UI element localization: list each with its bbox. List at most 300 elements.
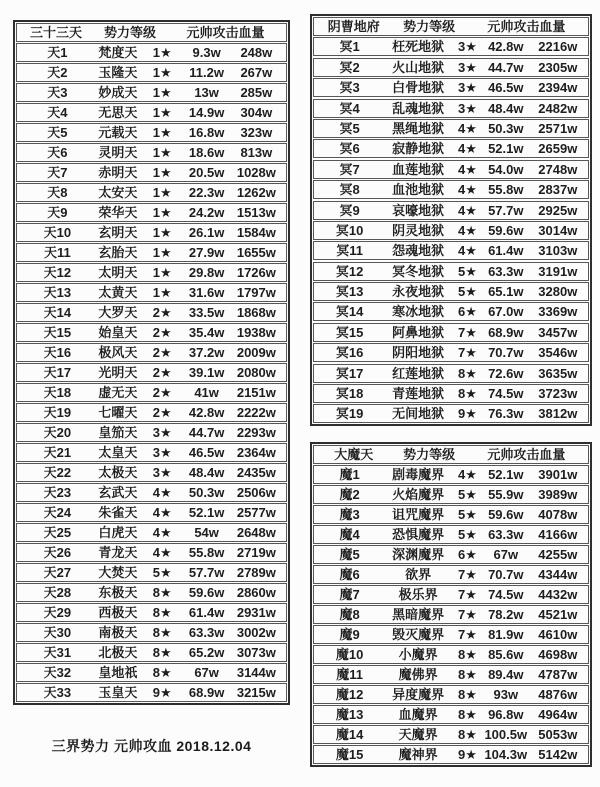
realm-index-cell: 天2 [47,65,68,80]
table-row [313,323,589,342]
star-level-cell: 1★ [152,185,172,200]
star-level-cell: 1★ [152,85,172,100]
realm-index-cell: 冥17 [335,365,364,381]
force-name-cell: 永夜地狱 [392,284,445,300]
star-level-cell: 2★ [152,325,172,340]
force-name-cell: 西极天 [98,605,138,620]
table-row [313,282,589,301]
force-name-cell: 妙成天 [98,85,138,100]
star-level-cell: 6★ [457,547,477,562]
table-row [313,525,589,544]
realm-index-cell: 天20 [43,425,72,440]
table-row [16,203,287,222]
marshal-attack-cell: 35.4w [188,325,225,340]
table-row [313,725,589,744]
force-name-cell: 冥冬地狱 [392,263,445,279]
marshal-hp-cell: 2364w [236,445,276,460]
marshal-hp-cell: 3546w [538,345,578,361]
force-name-cell: 玄武天 [98,485,138,500]
column-header-marshal-attack-hp: 元帅攻击血量 [487,19,566,34]
realm-index-cell: 魔3 [339,507,360,522]
realm-index-cell: 天3 [47,85,68,100]
marshal-hp-cell: 3280w [538,284,578,300]
table-row [16,423,287,442]
table-row [313,241,589,260]
marshal-hp-cell: 3989w [538,487,578,502]
realm-index-cell: 天26 [43,545,72,560]
force-name-cell: 诅咒魔界 [392,507,445,522]
marshal-hp-cell: 3812w [538,406,578,422]
table-row [313,745,589,764]
table-row [16,623,287,642]
table-row [16,323,287,342]
star-level-cell: 2★ [152,305,172,320]
marshal-hp-cell: 4610w [538,627,578,642]
realm-index-cell: 冥19 [335,406,364,422]
table-row [313,505,589,524]
star-level-cell: 8★ [457,687,477,702]
realm-index-cell: 天30 [43,625,72,640]
table-row [16,483,287,502]
realm-index-cell: 天22 [43,465,72,480]
force-name-cell: 灵明天 [98,145,138,160]
star-level-cell: 3★ [152,465,172,480]
marshal-attack-cell: 52.1w [488,467,524,482]
marshal-attack-cell: 52.1w [488,141,524,157]
force-name-cell: 虚无天 [98,385,138,400]
marshal-attack-cell: 13w [194,85,219,100]
star-level-cell: 5★ [457,263,477,279]
marshal-hp-cell: 3103w [538,243,578,259]
force-name-cell: 魔佛界 [398,667,438,682]
force-name-cell: 太安天 [98,185,138,200]
marshal-hp-cell: 2577w [236,505,276,520]
star-level-cell: 4★ [152,505,172,520]
table-row [313,685,589,704]
table-row [313,343,589,362]
star-level-cell: 7★ [457,607,477,622]
realm-index-cell: 天5 [47,125,68,140]
table-row [313,605,589,624]
star-level-cell: 3★ [152,425,172,440]
star-level-cell: 4★ [152,525,172,540]
table-row [313,705,589,724]
marshal-attack-cell: 39.1w [188,365,225,380]
force-name-cell: 荣华天 [98,205,138,220]
table-row [16,443,287,462]
force-name-cell: 大罗天 [98,305,138,320]
marshal-hp-cell: 3191w [538,263,578,279]
realm-index-cell: 魔11 [336,667,363,682]
marshal-hp-cell: 2748w [538,161,578,177]
table-row [16,603,287,622]
realm-index-cell: 冥14 [335,304,364,320]
force-name-cell: 寒冰地狱 [392,304,445,320]
marshal-attack-cell: 14.9w [188,105,225,120]
table-row [16,543,287,562]
force-name-cell: 天魔界 [398,727,438,742]
table-row [313,585,589,604]
force-name-cell: 血魔界 [398,707,438,722]
marshal-attack-cell: 76.3w [488,406,524,422]
table-row [313,404,589,423]
marshal-hp-cell: 248w [240,45,273,60]
marshal-hp-cell: 3369w [538,304,578,320]
realm-index-cell: 天25 [43,525,72,540]
force-name-cell: 血莲地狱 [392,161,445,177]
force-name-cell: 太极天 [98,465,138,480]
marshal-attack-cell: 20.5w [188,165,225,180]
marshal-hp-cell: 3073w [236,645,276,660]
force-name-cell: 小魔界 [398,647,438,662]
force-name-cell: 异度魔界 [392,687,445,702]
marshal-hp-cell: 2648w [236,525,276,540]
realm-index-cell: 冥16 [335,345,364,361]
realm-index-cell: 天12 [43,265,72,280]
marshal-hp-cell: 3901w [538,467,578,482]
marshal-attack-cell: 11.2w [189,65,224,80]
table-row [16,83,287,102]
marshal-hp-cell: 4344w [538,567,578,582]
force-name-cell: 玄明天 [98,225,138,240]
marshal-hp-cell: 2837w [538,182,578,198]
force-name-cell: 魔神界 [398,747,438,762]
marshal-attack-cell: 70.7w [488,567,524,582]
force-name-cell: 黑绳地狱 [392,120,445,136]
marshal-attack-cell: 78.2w [488,607,524,622]
marshal-hp-cell: 2659w [538,141,578,157]
star-level-cell: 7★ [457,345,477,361]
realm-index-cell: 冥15 [335,324,364,340]
realm-index-cell: 冥11 [336,243,363,259]
table-title: 大魔天 [334,447,374,462]
marshal-hp-cell: 4698w [538,647,578,662]
marshal-hp-cell: 4432w [538,587,578,602]
star-level-cell: 3★ [152,445,172,460]
star-level-cell: 6★ [457,304,477,320]
marshal-attack-cell: 63.3w [188,625,225,640]
force-name-cell: 火焰魔界 [392,487,445,502]
star-level-cell: 4★ [457,467,477,482]
force-name-cell: 赤明天 [98,165,138,180]
table-row [16,683,287,702]
force-name-cell: 元载天 [98,125,138,140]
marshal-hp-cell: 4787w [538,667,578,682]
star-level-cell: 4★ [457,141,477,157]
marshal-attack-cell: 46.5w [488,80,524,96]
marshal-attack-cell: 96.8w [488,707,524,722]
realm-index-cell: 天23 [43,485,72,500]
star-level-cell: 2★ [152,385,172,400]
marshal-hp-cell: 4964w [538,707,578,722]
column-header-faction-level: 势力等级 [403,19,456,34]
realm-index-cell: 冥4 [339,100,360,116]
marshal-hp-cell: 2571w [538,120,578,136]
force-name-cell: 大焚天 [98,565,138,580]
star-level-cell: 9★ [457,406,477,422]
realm-index-cell: 冥5 [339,120,360,136]
marshal-hp-cell: 1028w [236,165,276,180]
marshal-hp-cell: 285w [240,85,273,100]
force-name-cell: 阿鼻地狱 [392,324,445,340]
table-row [313,485,589,504]
force-name-cell: 极风天 [98,345,138,360]
star-level-cell: 7★ [457,324,477,340]
force-name-cell: 太皇天 [98,445,138,460]
marshal-hp-cell: 267w [240,65,273,80]
star-level-cell: 1★ [152,245,172,260]
realm-index-cell: 魔12 [335,687,364,702]
table-row [313,665,589,684]
marshal-hp-cell: 3002w [236,625,276,640]
marshal-attack-cell: 55.9w [488,487,524,502]
force-name-cell: 乱魂地狱 [392,100,445,116]
force-name-cell: 红莲地狱 [392,365,445,381]
force-name-cell: 血池地狱 [392,182,445,198]
star-level-cell: 3★ [457,80,477,96]
marshal-attack-cell: 67w [194,665,219,680]
realm-index-cell: 天17 [43,365,72,380]
realm-index-cell: 天33 [43,685,72,700]
star-level-cell: 1★ [152,225,172,240]
star-level-cell: 8★ [152,605,172,620]
star-level-cell: 4★ [457,222,477,238]
table-row [313,58,589,77]
realm-index-cell: 天10 [43,225,72,240]
marshal-hp-cell: 1513w [236,205,276,220]
table-row [16,263,287,282]
marshal-attack-cell: 41w [194,385,219,400]
marshal-attack-cell: 44.7w [188,425,225,440]
table-row [16,243,287,262]
realm-index-cell: 天21 [43,445,72,460]
realm-index-cell: 冥7 [339,161,360,177]
star-level-cell: 3★ [457,100,477,116]
marshal-attack-cell: 72.6w [488,365,524,381]
force-name-cell: 火山地狱 [392,59,445,75]
table-row [16,63,287,82]
table-row [313,302,589,321]
realm-index-cell: 冥6 [339,141,360,157]
star-level-cell: 5★ [457,527,477,542]
force-name-cell: 皇地祇 [98,665,138,680]
star-level-cell: 4★ [152,545,172,560]
realm-index-cell: 冥3 [339,80,360,96]
marshal-attack-cell: 18.6w [188,145,225,160]
force-name-cell: 怨魂地狱 [392,243,445,259]
marshal-attack-cell: 24.2w [188,205,225,220]
marshal-attack-cell: 57.7w [188,565,225,580]
marshal-attack-cell: 100.5w [484,727,528,742]
star-level-cell: 8★ [457,386,477,402]
star-level-cell: 1★ [152,285,172,300]
realm-index-cell: 天7 [47,165,68,180]
table-row [313,180,589,199]
star-level-cell: 7★ [457,587,477,602]
table-body [16,43,287,702]
force-name-cell: 梵度天 [98,45,138,60]
marshal-hp-cell: 1584w [236,225,276,240]
marshal-attack-cell: 48.4w [188,465,225,480]
realm-index-cell: 魔14 [335,727,364,742]
marshal-attack-cell: 74.5w [488,386,524,402]
column-header-faction-level: 势力等级 [103,25,156,40]
star-level-cell: 9★ [152,685,172,700]
marshal-attack-cell: 61.4w [488,243,524,259]
marshal-attack-cell: 70.7w [488,345,524,361]
force-name-cell: 极乐界 [398,587,438,602]
star-level-cell: 1★ [152,105,172,120]
force-name-cell: 青莲地狱 [392,386,445,402]
star-level-cell: 8★ [152,665,172,680]
force-name-cell: 玄胎天 [98,245,138,260]
table-row [313,201,589,220]
star-level-cell: 4★ [152,485,172,500]
table-header-row [313,445,589,464]
realm-index-cell: 魔4 [339,527,360,542]
marshal-hp-cell: 323w [240,125,273,140]
star-level-cell: 2★ [152,345,172,360]
table-row [16,303,287,322]
marshal-attack-cell: 81.9w [488,627,524,642]
table-row [16,103,287,122]
table-row [16,143,287,162]
table-row [16,643,287,662]
star-level-cell: 5★ [152,565,172,580]
force-name-cell: 北极天 [98,645,138,660]
star-level-cell: 4★ [457,243,477,259]
force-name-cell: 阴灵地狱 [392,222,445,238]
table-row [16,223,287,242]
realm-index-cell: 冥10 [335,222,364,238]
marshal-attack-cell: 54w [194,525,219,540]
force-name-cell: 皇笳天 [98,425,138,440]
force-name-cell: 无思天 [98,105,138,120]
realm-index-cell: 天28 [43,585,72,600]
column-header-faction-level: 势力等级 [403,447,456,462]
table-row [16,523,287,542]
table-row [313,37,589,56]
caption: 三界势力 元帅攻血 2018.12.04 [51,738,252,754]
marshal-hp-cell: 2435w [236,465,276,480]
star-level-cell: 8★ [152,645,172,660]
marshal-hp-cell: 4521w [538,607,578,622]
realm-index-cell: 魔7 [339,587,360,602]
marshal-hp-cell: 3635w [538,365,578,381]
table-row [313,262,589,281]
marshal-hp-cell: 2009w [236,345,276,360]
table-title: 阴曹地府 [327,19,380,34]
marshal-attack-cell: 48.4w [488,100,524,116]
marshal-hp-cell: 2293w [236,425,276,440]
realm-index-cell: 天31 [43,645,72,660]
force-name-cell: 始皇天 [98,325,138,340]
force-name-cell: 东极天 [98,585,138,600]
star-level-cell: 2★ [152,405,172,420]
realm-index-cell: 天4 [47,105,68,120]
force-name-cell: 玉隆天 [98,65,138,80]
marshal-attack-cell: 67w [493,547,519,562]
marshal-attack-cell: 68.9w [488,324,524,340]
marshal-attack-cell: 59.6w [488,222,524,238]
realm-index-cell: 魔9 [339,627,360,642]
table-row [16,43,287,62]
marshal-hp-cell: 5142w [538,747,578,762]
marshal-hp-cell: 2719w [236,545,276,560]
marshal-attack-cell: 33.5w [188,305,225,320]
realm-index-cell: 冥18 [335,386,364,402]
star-level-cell: 8★ [457,667,477,682]
star-level-cell: 5★ [457,284,477,300]
realm-index-cell: 天16 [43,345,72,360]
realm-index-cell: 天1 [47,45,68,60]
star-level-cell: 7★ [457,567,477,582]
marshal-hp-cell: 5053w [538,727,578,742]
star-level-cell: 1★ [152,205,172,220]
realm-index-cell: 天14 [43,305,72,320]
marshal-hp-cell: 1868w [236,305,276,320]
marshal-hp-cell: 1797w [236,285,276,300]
realm-index-cell: 天11 [43,245,71,260]
table-row [313,625,589,644]
table-row [16,343,287,362]
force-name-cell: 七曜天 [98,405,138,420]
realm-index-cell: 魔2 [339,487,360,502]
realm-index-cell: 冥2 [339,59,360,75]
table-row [16,563,287,582]
marshal-hp-cell: 1726w [236,265,276,280]
table-row [16,583,287,602]
marshal-hp-cell: 3144w [236,665,276,680]
star-level-cell: 4★ [457,202,477,218]
realm-index-cell: 冥1 [339,39,360,55]
star-level-cell: 1★ [152,45,172,60]
star-level-cell: 1★ [152,165,172,180]
marshal-attack-cell: 31.6w [188,285,225,300]
marshal-hp-cell: 3723w [538,386,578,402]
marshal-attack-cell: 37.2w [188,345,225,360]
star-level-cell: 9★ [457,747,477,762]
table-underworld [310,14,592,426]
star-level-cell: 4★ [457,120,477,136]
marshal-hp-cell: 2925w [538,202,578,218]
marshal-hp-cell: 813w [240,145,273,160]
table-row [313,565,589,584]
marshal-attack-cell: 63.3w [488,527,524,542]
marshal-attack-cell: 59.6w [188,585,225,600]
table-row [313,384,589,403]
table-row [313,364,589,383]
realm-index-cell: 天15 [43,325,72,340]
table-body [313,37,589,423]
realm-index-cell: 天19 [43,405,72,420]
marshal-hp-cell: 4166w [538,527,578,542]
force-name-cell: 剧毒魔界 [392,467,445,482]
marshal-hp-cell: 2305w [538,59,578,75]
realm-index-cell: 魔5 [339,547,360,562]
force-name-cell: 阴阳地狱 [392,345,445,361]
force-name-cell: 毁灭魔界 [392,627,445,642]
star-level-cell: 1★ [152,265,172,280]
force-name-cell: 南极天 [98,625,138,640]
force-name-cell: 寂静地狱 [392,141,445,157]
force-name-cell: 朱雀天 [98,505,138,520]
table-row [313,160,589,179]
marshal-hp-cell: 2216w [538,39,578,55]
table-row [313,221,589,240]
marshal-attack-cell: 65.2w [188,645,225,660]
realm-index-cell: 冥12 [335,263,364,279]
